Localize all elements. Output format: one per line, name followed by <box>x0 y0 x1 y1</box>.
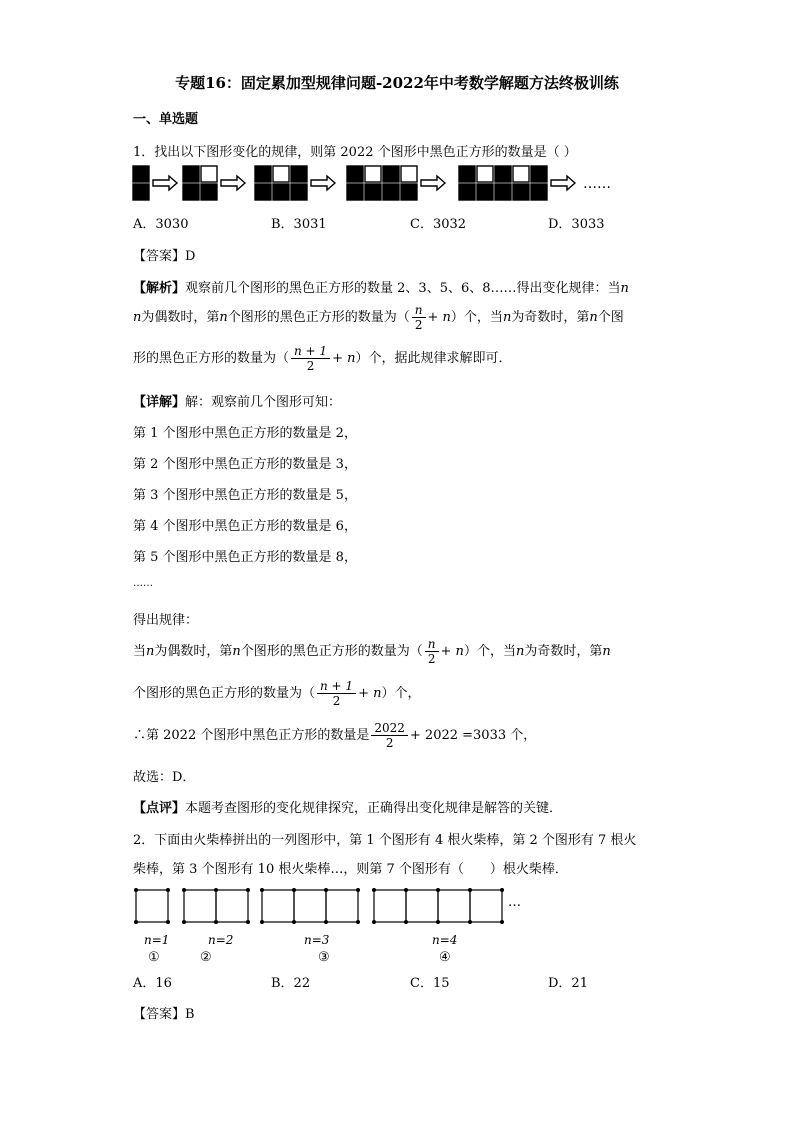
q2-option-c: C．15 <box>410 976 450 991</box>
q1-figure-sequence <box>131 164 661 204</box>
q1-option-a: A．3030 <box>133 217 189 232</box>
q1-analysis-line2: n为偶数时，第n个图形的黑色正方形的数量为（ $\frac{n}{2}$ + n）个，当n为奇数时，第n个图 <box>133 303 624 332</box>
q2-stem-line1: 2．下面由火柴棒拼出的一列图形中，第 1 个图形有 4 根火柴棒，第 2 个图形有 7 根火 <box>133 833 637 848</box>
q2-stem-line2: 柴棒，第 3 个图形有 10 根火柴棒…，则第 7 个图形有（ ）根火柴棒． <box>133 862 568 877</box>
q1-detail-line: 第 3 个图形中黑色正方形的数量是 5， <box>133 488 357 503</box>
circle-1: ① <box>148 950 160 965</box>
q2-option-a: A．16 <box>133 976 172 991</box>
arrow-right-icon <box>153 176 177 190</box>
q1-answer: 【答案】D <box>133 249 196 264</box>
arrow-right-icon <box>311 176 335 190</box>
arrow-right-icon <box>551 176 575 190</box>
q1-detail-line: 第 4 个图形中黑色正方形的数量是 6， <box>133 519 357 534</box>
q2-option-d: D．21 <box>548 976 588 991</box>
q1-rule-even: 当n为偶数时，第n个图形的黑色正方形的数量为（ $\frac{n}{2}$ + n）个，当n为奇数时，第n <box>133 637 611 666</box>
q1-comment: 【点评】本题考查图形的变化规律探究，正确得出变化规律是解答的关键． <box>133 801 563 816</box>
q1-option-b: B．3031 <box>271 217 327 232</box>
page-title: 专题16：固定累加型规律问题-2022年中考数学解题方法终极训练 <box>175 74 619 92</box>
circle-4: ④ <box>439 950 451 965</box>
circle-2: ② <box>200 950 212 965</box>
label-n1: n=1 <box>144 933 170 947</box>
q2-matchstick-figure <box>128 882 538 966</box>
q1-detail-line: 第 1 个图形中黑色正方形的数量是 2， <box>133 426 357 441</box>
q1-option-d: D．3033 <box>548 217 605 232</box>
figure-ellipsis: … <box>508 895 521 910</box>
q1-detail-intro: 【详解】解：观察前几个图形可知： <box>133 395 342 410</box>
q1-stem: 1．找出以下图形变化的规律，则第 2022 个图形中黑色正方形的数量是（ ） <box>133 145 577 160</box>
q2-answer: 【答案】B <box>133 1007 195 1022</box>
q1-rule-odd: 个图形的黑色正方形的数量为（ $\frac{n + 1}{2}$ + n）个， <box>133 679 421 708</box>
label-n2: n=2 <box>208 933 234 947</box>
circle-3: ③ <box>318 950 330 965</box>
arrow-right-icon <box>421 176 445 190</box>
q1-detail-line: 第 5 个图形中黑色正方形的数量是 8， <box>133 550 357 565</box>
q1-rule-heading: 得出规律： <box>133 613 199 628</box>
section-heading: 一、单选题 <box>133 112 199 127</box>
q1-detail-dots: …… <box>133 578 153 589</box>
black-square <box>133 166 149 182</box>
q1-analysis-line1: 【解析】观察前几个图形的黑色正方形的数量 2、3、5、6、8……得出变化规律：当n <box>133 281 629 296</box>
q1-analysis-line3: 形的黑色正方形的数量为（ $\frac{n + 1}{2}$ + n）个，据此规律求解即可． <box>133 344 512 373</box>
label-n3: n=3 <box>304 933 330 947</box>
q1-option-c: C．3032 <box>410 217 467 232</box>
sequence-ellipsis: …… <box>583 176 611 192</box>
label-n4: n=4 <box>432 933 458 947</box>
q2-option-b: B．22 <box>271 976 311 991</box>
arrow-right-icon <box>221 176 245 190</box>
q1-calculation: ∴第 2022 个图形中黑色正方形的数量是 $\frac{2022}{2}$ + 2022 =3033 个， <box>133 721 537 750</box>
black-square <box>133 184 149 200</box>
q1-detail-line: 第 2 个图形中黑色正方形的数量是 3， <box>133 457 357 472</box>
q1-choose: 故选：D． <box>133 770 196 785</box>
